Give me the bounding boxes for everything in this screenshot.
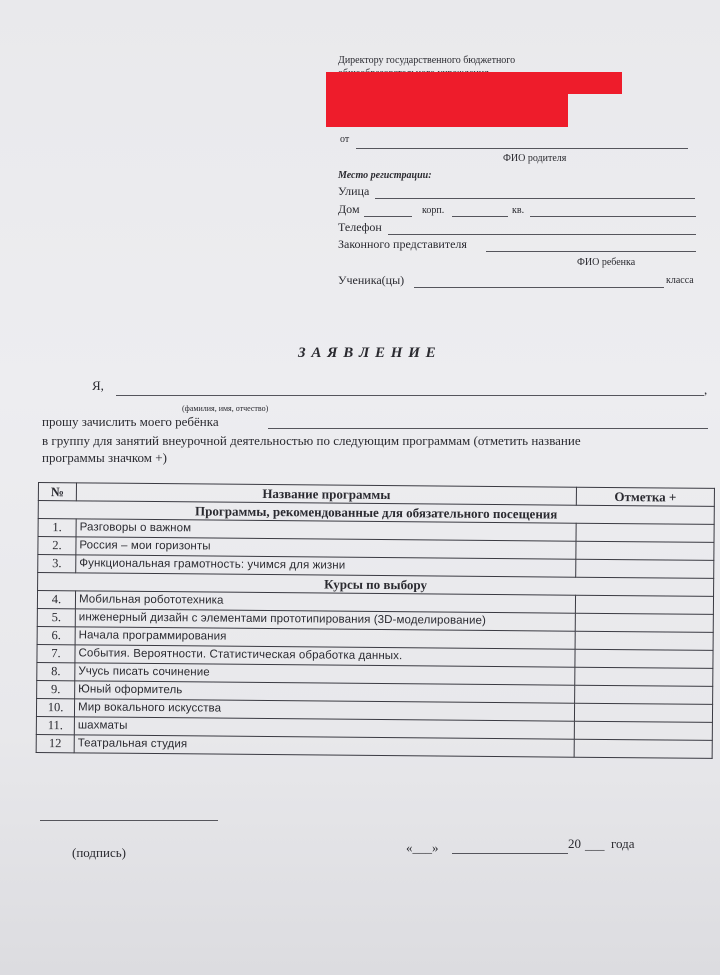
row-program-name: Мир вокального искусства <box>74 699 574 721</box>
row-num: 5. <box>37 608 75 626</box>
row-program-name: События. Вероятности. Статистическая обработка данных. <box>75 645 575 667</box>
ya-label: Я, <box>92 378 104 393</box>
programs-table <box>36 482 715 759</box>
section-required-title: Программы, рекомендованные для обязательного посещения <box>38 501 714 525</box>
row-program-name: Театральная студия <box>74 735 574 757</box>
col-mark-header: Отметка + <box>576 487 714 506</box>
redaction-block-bottom <box>326 94 568 127</box>
fio-caption: (фамилия, имя, отчество) <box>182 404 269 413</box>
parent-fio-caption: ФИО родителя <box>503 153 567 164</box>
group-text-line-2: программы значком +) <box>42 450 167 465</box>
from-label: от <box>340 134 350 145</box>
year-blank: ___ <box>585 837 605 852</box>
row-num: 3. <box>38 555 76 573</box>
row-num: 2. <box>38 537 76 555</box>
col-name-header: Название программы <box>76 483 576 505</box>
phone-label: Телефон <box>338 220 382 234</box>
row-num: 11. <box>36 716 74 734</box>
apartment-label: кв. <box>512 205 525 216</box>
row-program-name: шахматы <box>74 717 574 739</box>
addressee-line-1: Директору государственного бюджетного <box>338 55 516 66</box>
row-num: 1. <box>38 519 76 537</box>
row-program-name: Разговоры о важном <box>76 519 576 541</box>
row-program-name: Функциональная грамотность: учимся для жизни <box>76 555 576 577</box>
fio-line-comma: , <box>704 382 708 397</box>
row-mark-cell[interactable] <box>574 739 712 758</box>
apartment-line <box>530 216 696 217</box>
date-day-blank: «___» <box>406 840 439 855</box>
row-mark-cell[interactable] <box>574 703 712 722</box>
signature-line <box>40 820 218 821</box>
row-num: 6. <box>37 626 75 644</box>
row-num: 10. <box>36 698 74 716</box>
street-label: Улица <box>338 184 370 198</box>
row-program-name: Мобильная робототехника <box>75 591 575 613</box>
row-mark-cell[interactable] <box>574 721 712 740</box>
student-line <box>414 287 664 288</box>
row-mark-cell[interactable] <box>575 667 713 686</box>
col-num-header: № <box>38 483 76 501</box>
legal-rep-line <box>486 251 696 252</box>
row-mark-cell[interactable] <box>576 523 714 542</box>
house-label: Дом <box>338 202 360 216</box>
row-mark-cell[interactable] <box>576 541 714 560</box>
legal-rep-label: Законного представителя <box>338 237 467 251</box>
row-num: 8. <box>37 662 75 680</box>
row-mark-cell[interactable] <box>575 595 713 614</box>
building-label: корп. <box>422 205 445 216</box>
row-num: 4. <box>37 591 75 609</box>
row-mark-cell[interactable] <box>575 631 713 650</box>
row-program-name: Юный оформитель <box>75 681 575 703</box>
signature-caption: (подпись) <box>72 845 126 860</box>
row-mark-cell[interactable] <box>576 559 714 578</box>
child-name-line <box>268 428 708 429</box>
phone-line <box>388 234 696 235</box>
row-program-name: Россия – мои горизонты <box>76 537 576 559</box>
request-text: прошу зачислить моего ребёнка <box>42 414 219 429</box>
row-num: 9. <box>37 680 75 698</box>
row-mark-cell[interactable] <box>575 613 713 632</box>
fio-line <box>116 395 704 396</box>
year-suffix: года <box>611 836 635 851</box>
parent-fio-line <box>356 148 688 149</box>
year-prefix: 20 <box>568 836 581 851</box>
child-fio-caption: ФИО ребенка <box>577 257 636 268</box>
date-month-line <box>452 853 568 854</box>
row-num: 12 <box>36 734 74 752</box>
redaction-block-top <box>326 72 622 94</box>
row-mark-cell[interactable] <box>575 685 713 704</box>
group-text-line-1: в группу для занятий внеурочной деятельностью по следующим программам (отметить название <box>42 433 581 448</box>
row-program-name: инженерный дизайн с элементами прототипирования (3D-моделирование) <box>75 609 575 631</box>
building-line <box>452 216 508 217</box>
row-mark-cell[interactable] <box>575 649 713 668</box>
registration-title: Место регистрации: <box>338 170 432 181</box>
row-program-name: Учусь писать сочинение <box>75 663 575 685</box>
section-elective-title: Курсы по выбору <box>38 573 714 597</box>
street-line <box>375 198 695 199</box>
class-label: класса <box>666 275 694 286</box>
student-label: Ученика(цы) <box>338 273 405 287</box>
house-line <box>364 216 412 217</box>
document-title: З А Я В Л Е Н И Е <box>298 345 437 361</box>
row-num: 7. <box>37 644 75 662</box>
row-program-name: Начала программирования <box>75 627 575 649</box>
